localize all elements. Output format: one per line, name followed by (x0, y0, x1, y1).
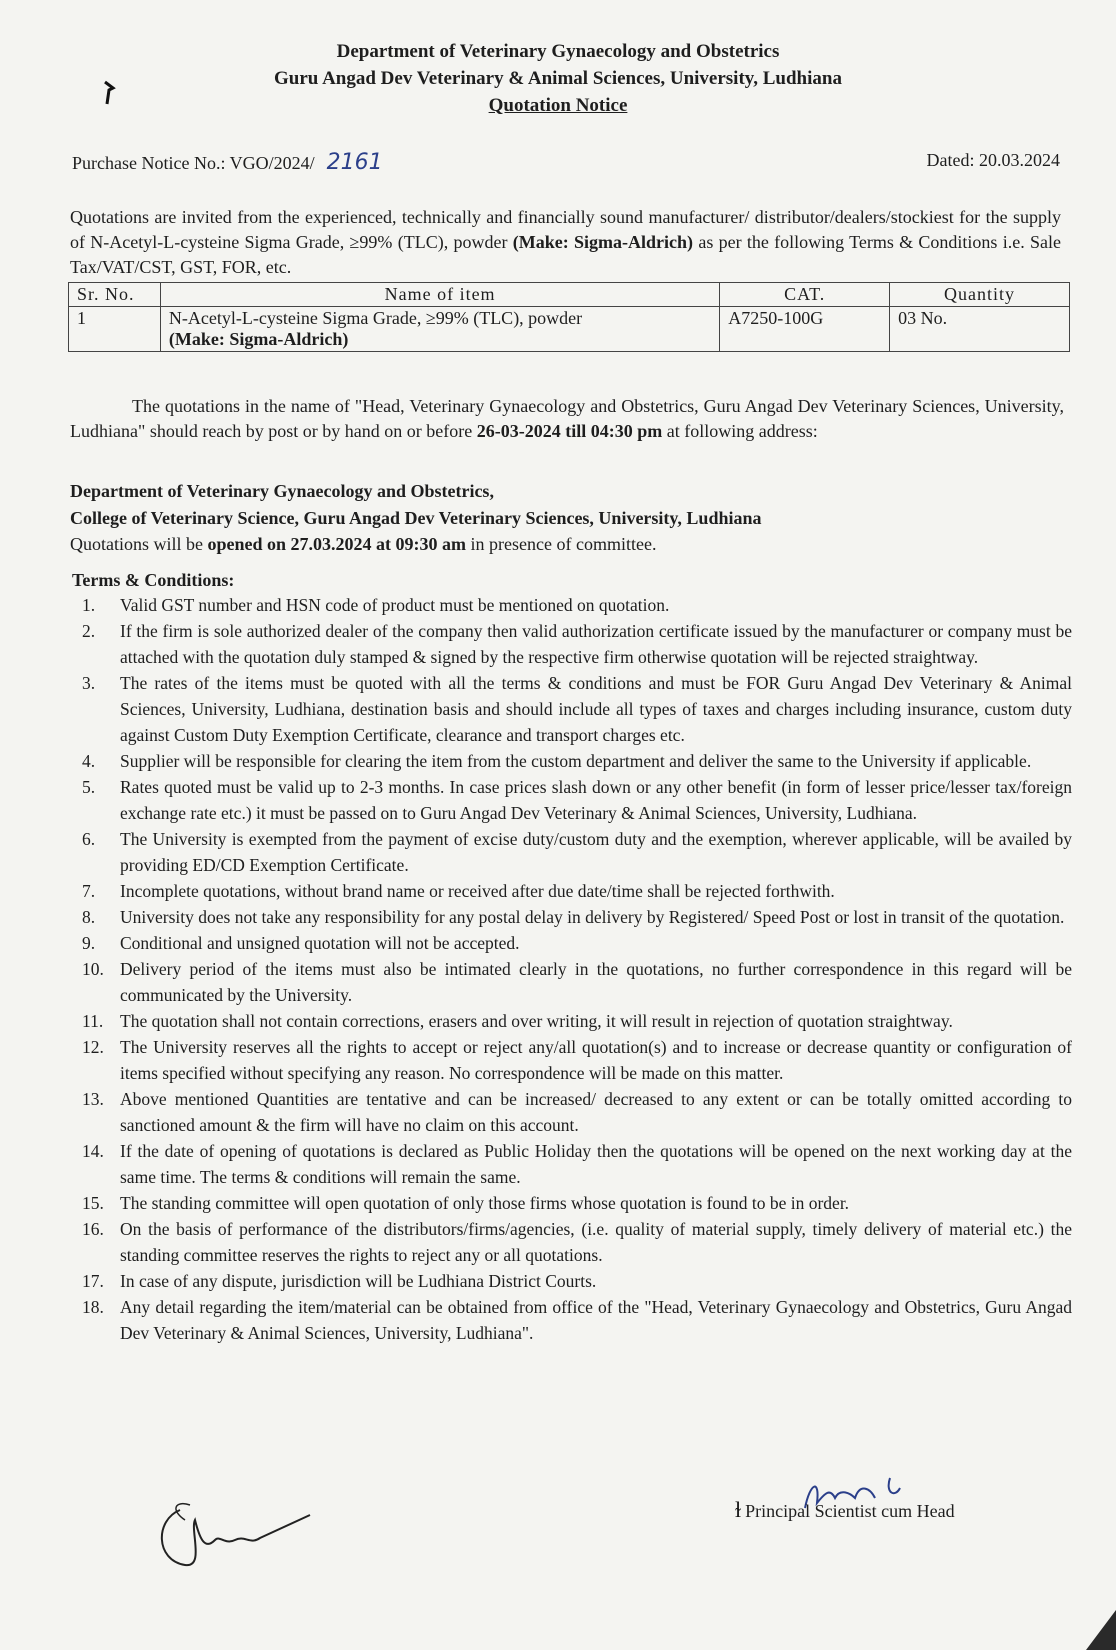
term-text: Conditional and unsigned quotation will not be accepted. (120, 933, 520, 953)
terms-list (82, 592, 1072, 1346)
term-text: Delivery period of the items must also be intimated clearly in the quotations, no further correspondence in this regard will be communicated by the University. (120, 959, 1072, 1005)
term-number: 18. (82, 1297, 104, 1317)
term-number: 1. (82, 595, 96, 615)
list-item (82, 1086, 1072, 1138)
terms-heading: Terms & Conditions: (72, 570, 235, 590)
term-number: 8. (82, 907, 96, 927)
term-text: In case of any dispute, jurisdiction will be Ludhiana District Courts. (120, 1271, 597, 1291)
submission-paragraph (70, 394, 1064, 444)
list-item (82, 956, 1072, 1008)
term-text: The quotation shall not contain corrections, erasers and over writing, it will result in rejection of quotation straightway. (120, 1011, 953, 1031)
address-line-1: Department of Veterinary Gynaecology and Obstetrics, (70, 481, 494, 501)
notice-title: Quotation Notice (488, 95, 628, 116)
page-corner-shadow (1086, 1610, 1116, 1650)
signature-left (150, 1490, 320, 1580)
col-header-cat: CAT. (720, 283, 890, 307)
submission-tail: at following address: (666, 421, 818, 441)
intro-tail: as per the following Terms & Conditions i.e. Sale Tax/VAT/CST, GST, FOR, etc. (70, 232, 1061, 277)
signatory-title (735, 1497, 955, 1523)
intro-make: (Make: Sigma-Aldrich) (512, 232, 694, 252)
term-text: The standing committee will open quotation of only those firms whose quotation is found to be in order. (120, 1193, 850, 1213)
list-item (82, 930, 1072, 956)
list-item (82, 618, 1072, 670)
opening-line (70, 534, 1064, 555)
list-item (82, 748, 1072, 774)
term-text: Incomplete quotations, without brand name or received after due date/time shall be rejected forthwith. (120, 881, 835, 901)
item-name: N-Acetyl-L-cysteine Sigma Grade, ≥99% (TLC), powder (168, 308, 583, 328)
list-item (82, 878, 1072, 904)
term-text: Supplier will be responsible for clearing the item from the custom department and deliver the same to the University if applicable. (120, 751, 1032, 771)
term-number: 16. (82, 1219, 104, 1239)
list-item (82, 1008, 1072, 1034)
list-item (82, 1190, 1072, 1216)
term-number: 6. (82, 829, 96, 849)
term-text: University does not take any responsibility for any postal delay in delivery by Registered/ Speed Post or lost in transit of the quotation. (120, 907, 1065, 927)
term-text: Any detail regarding the item/material can be obtained from office of the "Head, Veterinary Gynaecology and Obstetrics, Guru Angad Dev Veterinary & Animal Sciences, University, Ludhiana". (120, 1297, 1072, 1343)
table-row (69, 307, 1070, 352)
cell-cat: A7250-100G (720, 307, 890, 352)
notice-date: Dated: 20.03.2024 (926, 150, 1060, 170)
term-text: The rates of the items must be quoted with all the terms & conditions and must be FOR Guru Angad Dev Veterinary & Animal Sciences, University, Ludhiana, destination basis and should include all types of taxes and charges including insurance, custom duty against Custom Duty Exemption Certificate, clearance and transport charges etc. (120, 673, 1072, 745)
term-number: 12. (82, 1037, 104, 1057)
list-item (82, 774, 1072, 826)
list-item (82, 592, 1072, 618)
term-text: On the basis of performance of the distributors/firms/agencies, (i.e. quality of material supply, timely delivery of material etc.) the standing committee reserves the rights to reject any or all quotations. (120, 1219, 1072, 1265)
items-table (68, 282, 1070, 352)
term-text: Rates quoted must be valid up to 2-3 months. In case prices slash down or any other benefit (in form of lesser price/lesser tax/foreign exchange rate etc.) it must be passed on to Guru Angad Dev Veterinary & Animal Sciences, University, Ludhiana. (120, 777, 1072, 823)
term-number: 13. (82, 1089, 104, 1109)
list-item (82, 1034, 1072, 1086)
cell-sr: 1 (69, 307, 161, 352)
mark-icon: ɫ (735, 1497, 742, 1522)
term-number: 11. (82, 1011, 104, 1031)
term-number: 9. (82, 933, 96, 953)
item-make: (Make: Sigma-Aldrich) (168, 329, 349, 349)
list-item (82, 1138, 1072, 1190)
term-number: 4. (82, 751, 96, 771)
list-item (82, 1216, 1072, 1268)
list-item (82, 1294, 1072, 1346)
intro-paragraph (70, 205, 1061, 280)
col-header-sr: Sr. No. (69, 283, 161, 307)
university-name: Guru Angad Dev Veterinary & Animal Sciences, University, Ludhiana (274, 68, 842, 89)
department-name: Department of Veterinary Gynaecology and Obstetrics (336, 41, 780, 62)
term-text: The University is exempted from the payment of excise duty/custom duty and the exemption, wherever applicable, will be availed by providing ED/CD Exemption Certificate. (120, 829, 1072, 875)
term-text: Above mentioned Quantities are tentative and can be increased/ decreased to any extent or can be totally omitted according to sanctioned amount & the firm will have no claim on this account. (120, 1089, 1072, 1135)
term-number: 17. (82, 1271, 104, 1291)
term-text: If the firm is sole authorized dealer of the company then valid authorization certificate issued by the manufacturer or company must be attached with the quotation duly stamped & signed by the respective firm otherwise quotation will be rejected straightway. (120, 621, 1072, 667)
document-header (0, 38, 1116, 119)
intro-text: Quotations are invited from the experienced, technically and financially sound manufacturer/ distributor/dealers/stockiest for the supply of N-Acetyl-L-cysteine Sigma Grade, ≥99% (TLC), powder (70, 207, 1061, 252)
list-item (82, 670, 1072, 748)
term-number: 5. (82, 777, 96, 797)
table-header-row (69, 283, 1070, 307)
term-text: Valid GST number and HSN code of product must be mentioned on quotation. (120, 595, 670, 615)
col-header-name: Name of item (160, 283, 719, 307)
cell-item-name (160, 307, 719, 352)
term-number: 2. (82, 621, 96, 641)
term-number: 3. (82, 673, 96, 693)
term-number: 7. (82, 881, 96, 901)
term-text: The University reserves all the rights to accept or reject any/all quotation(s) and to increase or decrease quantity or configuration of items specified without specifying any reason. No correspondence will be made on this matter. (120, 1037, 1072, 1083)
term-text: If the date of opening of quotations is declared as Public Holiday then the quotations will be opened on the next working day at the same time. The terms & conditions will remain the same. (120, 1141, 1072, 1187)
list-item (82, 904, 1072, 930)
list-item (82, 1268, 1072, 1294)
term-number: 14. (82, 1141, 104, 1161)
notice-label: Purchase Notice No.: VGO/2024/ (72, 153, 315, 173)
submission-text: The quotations in the name of "Head, Veterinary Gynaecology and Obstetrics, Guru Angad Dev Veterinary Sciences, University, Ludhiana" should reach by post or by hand on or before (70, 396, 1064, 441)
address-line-2: College of Veterinary Science, Guru Angad Dev Veterinary Sciences, University, Ludhiana (70, 508, 762, 528)
opening-pre: Quotations will be (70, 534, 203, 554)
submission-deadline: 26-03-2024 till 04:30 pm (476, 421, 663, 441)
signatory-title-text: Principal Scientist cum Head (745, 1501, 955, 1521)
opening-date: opened on 27.03.2024 at 09:30 am (207, 534, 467, 554)
term-number: 15. (82, 1193, 104, 1213)
term-number: 10. (82, 959, 104, 979)
cell-quantity: 03 No. (890, 307, 1070, 352)
list-item (82, 826, 1072, 878)
col-header-quantity: Quantity (890, 283, 1070, 307)
opening-post: in presence of committee. (470, 534, 657, 554)
address-block (70, 478, 1064, 532)
handwritten-notice-number: 2161 (326, 150, 383, 175)
